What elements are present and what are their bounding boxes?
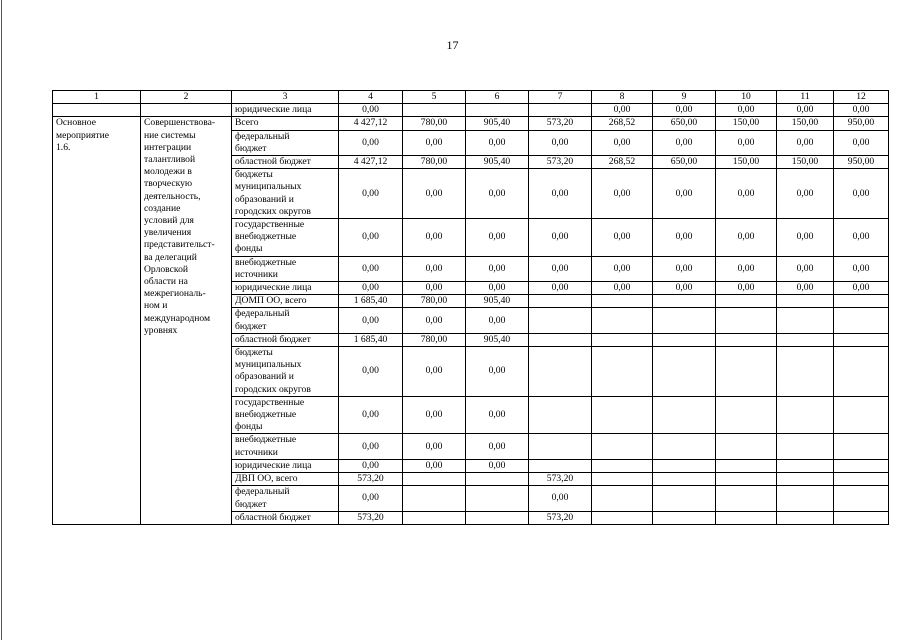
value-cell xyxy=(653,308,716,333)
value-cell: 0,00 xyxy=(777,256,834,281)
value-cell xyxy=(592,347,653,397)
value-cell xyxy=(834,295,889,308)
value-cell xyxy=(653,486,716,511)
value-cell xyxy=(529,104,592,117)
value-cell: 0,00 xyxy=(403,396,466,434)
value-cell xyxy=(777,295,834,308)
value-cell: 0,00 xyxy=(716,219,777,257)
value-cell: 905,40 xyxy=(466,333,529,346)
value-cell: 0,00 xyxy=(403,308,466,333)
value-cell: 0,00 xyxy=(777,130,834,155)
value-cell: 0,00 xyxy=(339,219,403,257)
value-cell xyxy=(716,308,777,333)
value-cell: 0,00 xyxy=(466,256,529,281)
value-cell xyxy=(403,473,466,486)
value-cell: 0,00 xyxy=(592,130,653,155)
value-cell xyxy=(716,396,777,434)
column-number-cell: 3 xyxy=(232,91,339,104)
value-cell: 0,00 xyxy=(339,169,403,219)
funding-source-cell: федеральный бюджет xyxy=(232,486,339,511)
value-cell: 0,00 xyxy=(466,396,529,434)
value-cell xyxy=(834,434,889,459)
value-cell: 0,00 xyxy=(466,308,529,333)
value-cell xyxy=(834,486,889,511)
value-cell xyxy=(777,308,834,333)
value-cell: 0,00 xyxy=(716,130,777,155)
funding-source-cell: федеральный бюджет xyxy=(232,130,339,155)
value-cell: 780,00 xyxy=(403,156,466,169)
value-cell: 0,00 xyxy=(466,169,529,219)
value-cell: 950,00 xyxy=(834,117,889,130)
activity-label-cell: Основное мероприятие 1.6. xyxy=(53,117,141,525)
value-cell xyxy=(834,396,889,434)
value-cell: 650,00 xyxy=(653,156,716,169)
column-number-cell: 4 xyxy=(339,91,403,104)
table-row xyxy=(53,104,889,117)
value-cell xyxy=(716,295,777,308)
value-cell xyxy=(592,459,653,472)
value-cell: 0,00 xyxy=(466,219,529,257)
value-cell: 0,00 xyxy=(339,308,403,333)
value-cell xyxy=(653,511,716,524)
value-cell xyxy=(777,486,834,511)
funding-source-cell: внебюджетные источники xyxy=(232,256,339,281)
empty-cell xyxy=(141,104,232,117)
value-cell: 0,00 xyxy=(403,459,466,472)
value-cell: 573,20 xyxy=(529,511,592,524)
value-cell xyxy=(403,511,466,524)
value-cell: 0,00 xyxy=(403,347,466,397)
value-cell xyxy=(403,486,466,511)
value-cell: 950,00 xyxy=(834,156,889,169)
value-cell: 0,00 xyxy=(403,434,466,459)
value-cell: 0,00 xyxy=(834,282,889,295)
value-cell xyxy=(653,396,716,434)
value-cell xyxy=(716,434,777,459)
value-cell xyxy=(653,459,716,472)
value-cell: 0,00 xyxy=(592,169,653,219)
value-cell: 0,00 xyxy=(339,434,403,459)
value-cell: 0,00 xyxy=(466,130,529,155)
value-cell xyxy=(529,434,592,459)
value-cell xyxy=(653,295,716,308)
value-cell: 573,20 xyxy=(339,511,403,524)
value-cell xyxy=(592,473,653,486)
value-cell: 0,00 xyxy=(403,219,466,257)
value-cell: 0,00 xyxy=(716,169,777,219)
value-cell: 0,00 xyxy=(339,486,403,511)
value-cell: 573,20 xyxy=(529,156,592,169)
value-cell xyxy=(834,308,889,333)
value-cell: 0,00 xyxy=(777,282,834,295)
value-cell xyxy=(777,434,834,459)
value-cell: 1 685,40 xyxy=(339,295,403,308)
value-cell xyxy=(777,511,834,524)
value-cell xyxy=(777,459,834,472)
value-cell: 0,00 xyxy=(403,282,466,295)
value-cell xyxy=(529,333,592,346)
value-cell: 0,00 xyxy=(834,104,889,117)
value-cell: 268,52 xyxy=(592,117,653,130)
value-cell: 0,00 xyxy=(716,256,777,281)
value-cell: 0,00 xyxy=(653,219,716,257)
funding-source-cell: бюджеты муниципальных образований и городских округов xyxy=(232,347,339,397)
value-cell: 0,00 xyxy=(653,282,716,295)
value-cell xyxy=(529,459,592,472)
value-cell: 0,00 xyxy=(834,256,889,281)
value-cell xyxy=(716,333,777,346)
value-cell xyxy=(592,434,653,459)
value-cell: 0,00 xyxy=(403,256,466,281)
funding-source-cell: юридические лица xyxy=(232,282,339,295)
value-cell xyxy=(716,511,777,524)
value-cell: 0,00 xyxy=(403,130,466,155)
funding-source-cell: юридические лица xyxy=(232,459,339,472)
value-cell xyxy=(653,347,716,397)
value-cell: 268,52 xyxy=(592,156,653,169)
funding-source-cell: бюджеты муниципальных образований и городских округов xyxy=(232,169,339,219)
value-cell: 150,00 xyxy=(777,117,834,130)
value-cell: 0,00 xyxy=(339,459,403,472)
value-cell: 4 427,12 xyxy=(339,117,403,130)
value-cell xyxy=(529,308,592,333)
value-cell xyxy=(592,333,653,346)
value-cell xyxy=(834,333,889,346)
funding-source-cell: ДВП ОО, всего xyxy=(232,473,339,486)
value-cell xyxy=(777,473,834,486)
value-cell: 0,00 xyxy=(653,130,716,155)
funding-source-cell: внебюджетные источники xyxy=(232,434,339,459)
column-number-cell: 10 xyxy=(716,91,777,104)
value-cell: 0,00 xyxy=(834,219,889,257)
value-cell: 0,00 xyxy=(466,459,529,472)
value-cell xyxy=(592,295,653,308)
value-cell: 0,00 xyxy=(653,169,716,219)
value-cell xyxy=(529,347,592,397)
funding-source-cell: государственные внебюджетные фонды xyxy=(232,396,339,434)
column-number-cell: 9 xyxy=(653,91,716,104)
value-cell: 0,00 xyxy=(777,219,834,257)
value-cell xyxy=(777,333,834,346)
value-cell: 573,20 xyxy=(339,473,403,486)
funding-source-cell: областной бюджет xyxy=(232,156,339,169)
value-cell xyxy=(592,308,653,333)
value-cell xyxy=(592,396,653,434)
funding-source-cell: юридические лица xyxy=(232,104,339,117)
value-cell xyxy=(466,104,529,117)
funding-source-cell: областной бюджет xyxy=(232,511,339,524)
value-cell: 0,00 xyxy=(777,104,834,117)
value-cell: 0,00 xyxy=(529,130,592,155)
column-number-cell: 2 xyxy=(141,91,232,104)
value-cell xyxy=(466,511,529,524)
column-number-cell: 7 xyxy=(529,91,592,104)
value-cell: 0,00 xyxy=(834,130,889,155)
value-cell xyxy=(834,347,889,397)
value-cell xyxy=(529,396,592,434)
value-cell xyxy=(777,396,834,434)
value-cell: 905,40 xyxy=(466,117,529,130)
value-cell: 0,00 xyxy=(529,486,592,511)
value-cell: 0,00 xyxy=(339,256,403,281)
value-cell xyxy=(777,347,834,397)
value-cell: 780,00 xyxy=(403,295,466,308)
value-cell: 0,00 xyxy=(529,169,592,219)
value-cell: 780,00 xyxy=(403,117,466,130)
funding-source-cell: федеральный бюджет xyxy=(232,308,339,333)
page-number: 17 xyxy=(446,38,459,52)
value-cell: 0,00 xyxy=(592,104,653,117)
value-cell: 0,00 xyxy=(466,347,529,397)
value-cell: 0,00 xyxy=(466,282,529,295)
funding-source-cell: государственные внебюджетные фонды xyxy=(232,219,339,257)
value-cell xyxy=(716,459,777,472)
value-cell: 4 427,12 xyxy=(339,156,403,169)
value-cell xyxy=(716,473,777,486)
value-cell: 0,00 xyxy=(339,104,403,117)
value-cell: 0,00 xyxy=(403,169,466,219)
value-cell: 150,00 xyxy=(716,156,777,169)
value-cell: 573,20 xyxy=(529,117,592,130)
column-number-cell: 1 xyxy=(53,91,141,104)
value-cell: 573,20 xyxy=(529,473,592,486)
value-cell xyxy=(716,486,777,511)
value-cell xyxy=(466,473,529,486)
value-cell: 150,00 xyxy=(777,156,834,169)
value-cell: 0,00 xyxy=(466,434,529,459)
value-cell: 0,00 xyxy=(834,169,889,219)
table-row xyxy=(53,117,889,130)
value-cell: 0,00 xyxy=(339,130,403,155)
value-cell xyxy=(653,473,716,486)
value-cell: 780,00 xyxy=(403,333,466,346)
value-cell: 0,00 xyxy=(339,282,403,295)
column-number-cell: 12 xyxy=(834,91,889,104)
value-cell: 905,40 xyxy=(466,156,529,169)
value-cell: 0,00 xyxy=(339,396,403,434)
funding-source-cell: ДОМП ОО, всего xyxy=(232,295,339,308)
value-cell xyxy=(403,104,466,117)
column-number-cell: 6 xyxy=(466,91,529,104)
column-number-row xyxy=(53,91,889,104)
value-cell: 0,00 xyxy=(653,104,716,117)
column-number-cell: 5 xyxy=(403,91,466,104)
value-cell: 0,00 xyxy=(529,256,592,281)
value-cell: 0,00 xyxy=(777,169,834,219)
value-cell xyxy=(653,434,716,459)
value-cell xyxy=(834,459,889,472)
empty-cell xyxy=(53,104,141,117)
value-cell: 0,00 xyxy=(592,256,653,281)
column-number-cell: 11 xyxy=(777,91,834,104)
value-cell xyxy=(466,486,529,511)
value-cell: 150,00 xyxy=(716,117,777,130)
value-cell: 0,00 xyxy=(592,219,653,257)
funding-table xyxy=(52,90,889,525)
funding-source-cell: Всего xyxy=(232,117,339,130)
value-cell xyxy=(834,511,889,524)
value-cell: 0,00 xyxy=(529,282,592,295)
value-cell xyxy=(653,333,716,346)
value-cell: 0,00 xyxy=(529,219,592,257)
value-cell: 1 685,40 xyxy=(339,333,403,346)
value-cell xyxy=(592,486,653,511)
value-cell: 0,00 xyxy=(653,256,716,281)
value-cell: 650,00 xyxy=(653,117,716,130)
value-cell xyxy=(834,473,889,486)
funding-source-cell: областной бюджет xyxy=(232,333,339,346)
value-cell: 0,00 xyxy=(339,347,403,397)
value-cell xyxy=(529,295,592,308)
value-cell xyxy=(592,511,653,524)
value-cell: 0,00 xyxy=(716,282,777,295)
column-number-cell: 8 xyxy=(592,91,653,104)
value-cell: 0,00 xyxy=(592,282,653,295)
page-edge-line xyxy=(1,0,2,640)
value-cell: 0,00 xyxy=(716,104,777,117)
activity-description-cell: Совершенствова- ние системы интеграции талантливой молодежи в творческую деятельность, создание условий для увеличения представительст- ва делегаций Орловской области на межрегиональ- ном и международном уровнях xyxy=(141,117,232,525)
value-cell: 905,40 xyxy=(466,295,529,308)
value-cell xyxy=(716,347,777,397)
